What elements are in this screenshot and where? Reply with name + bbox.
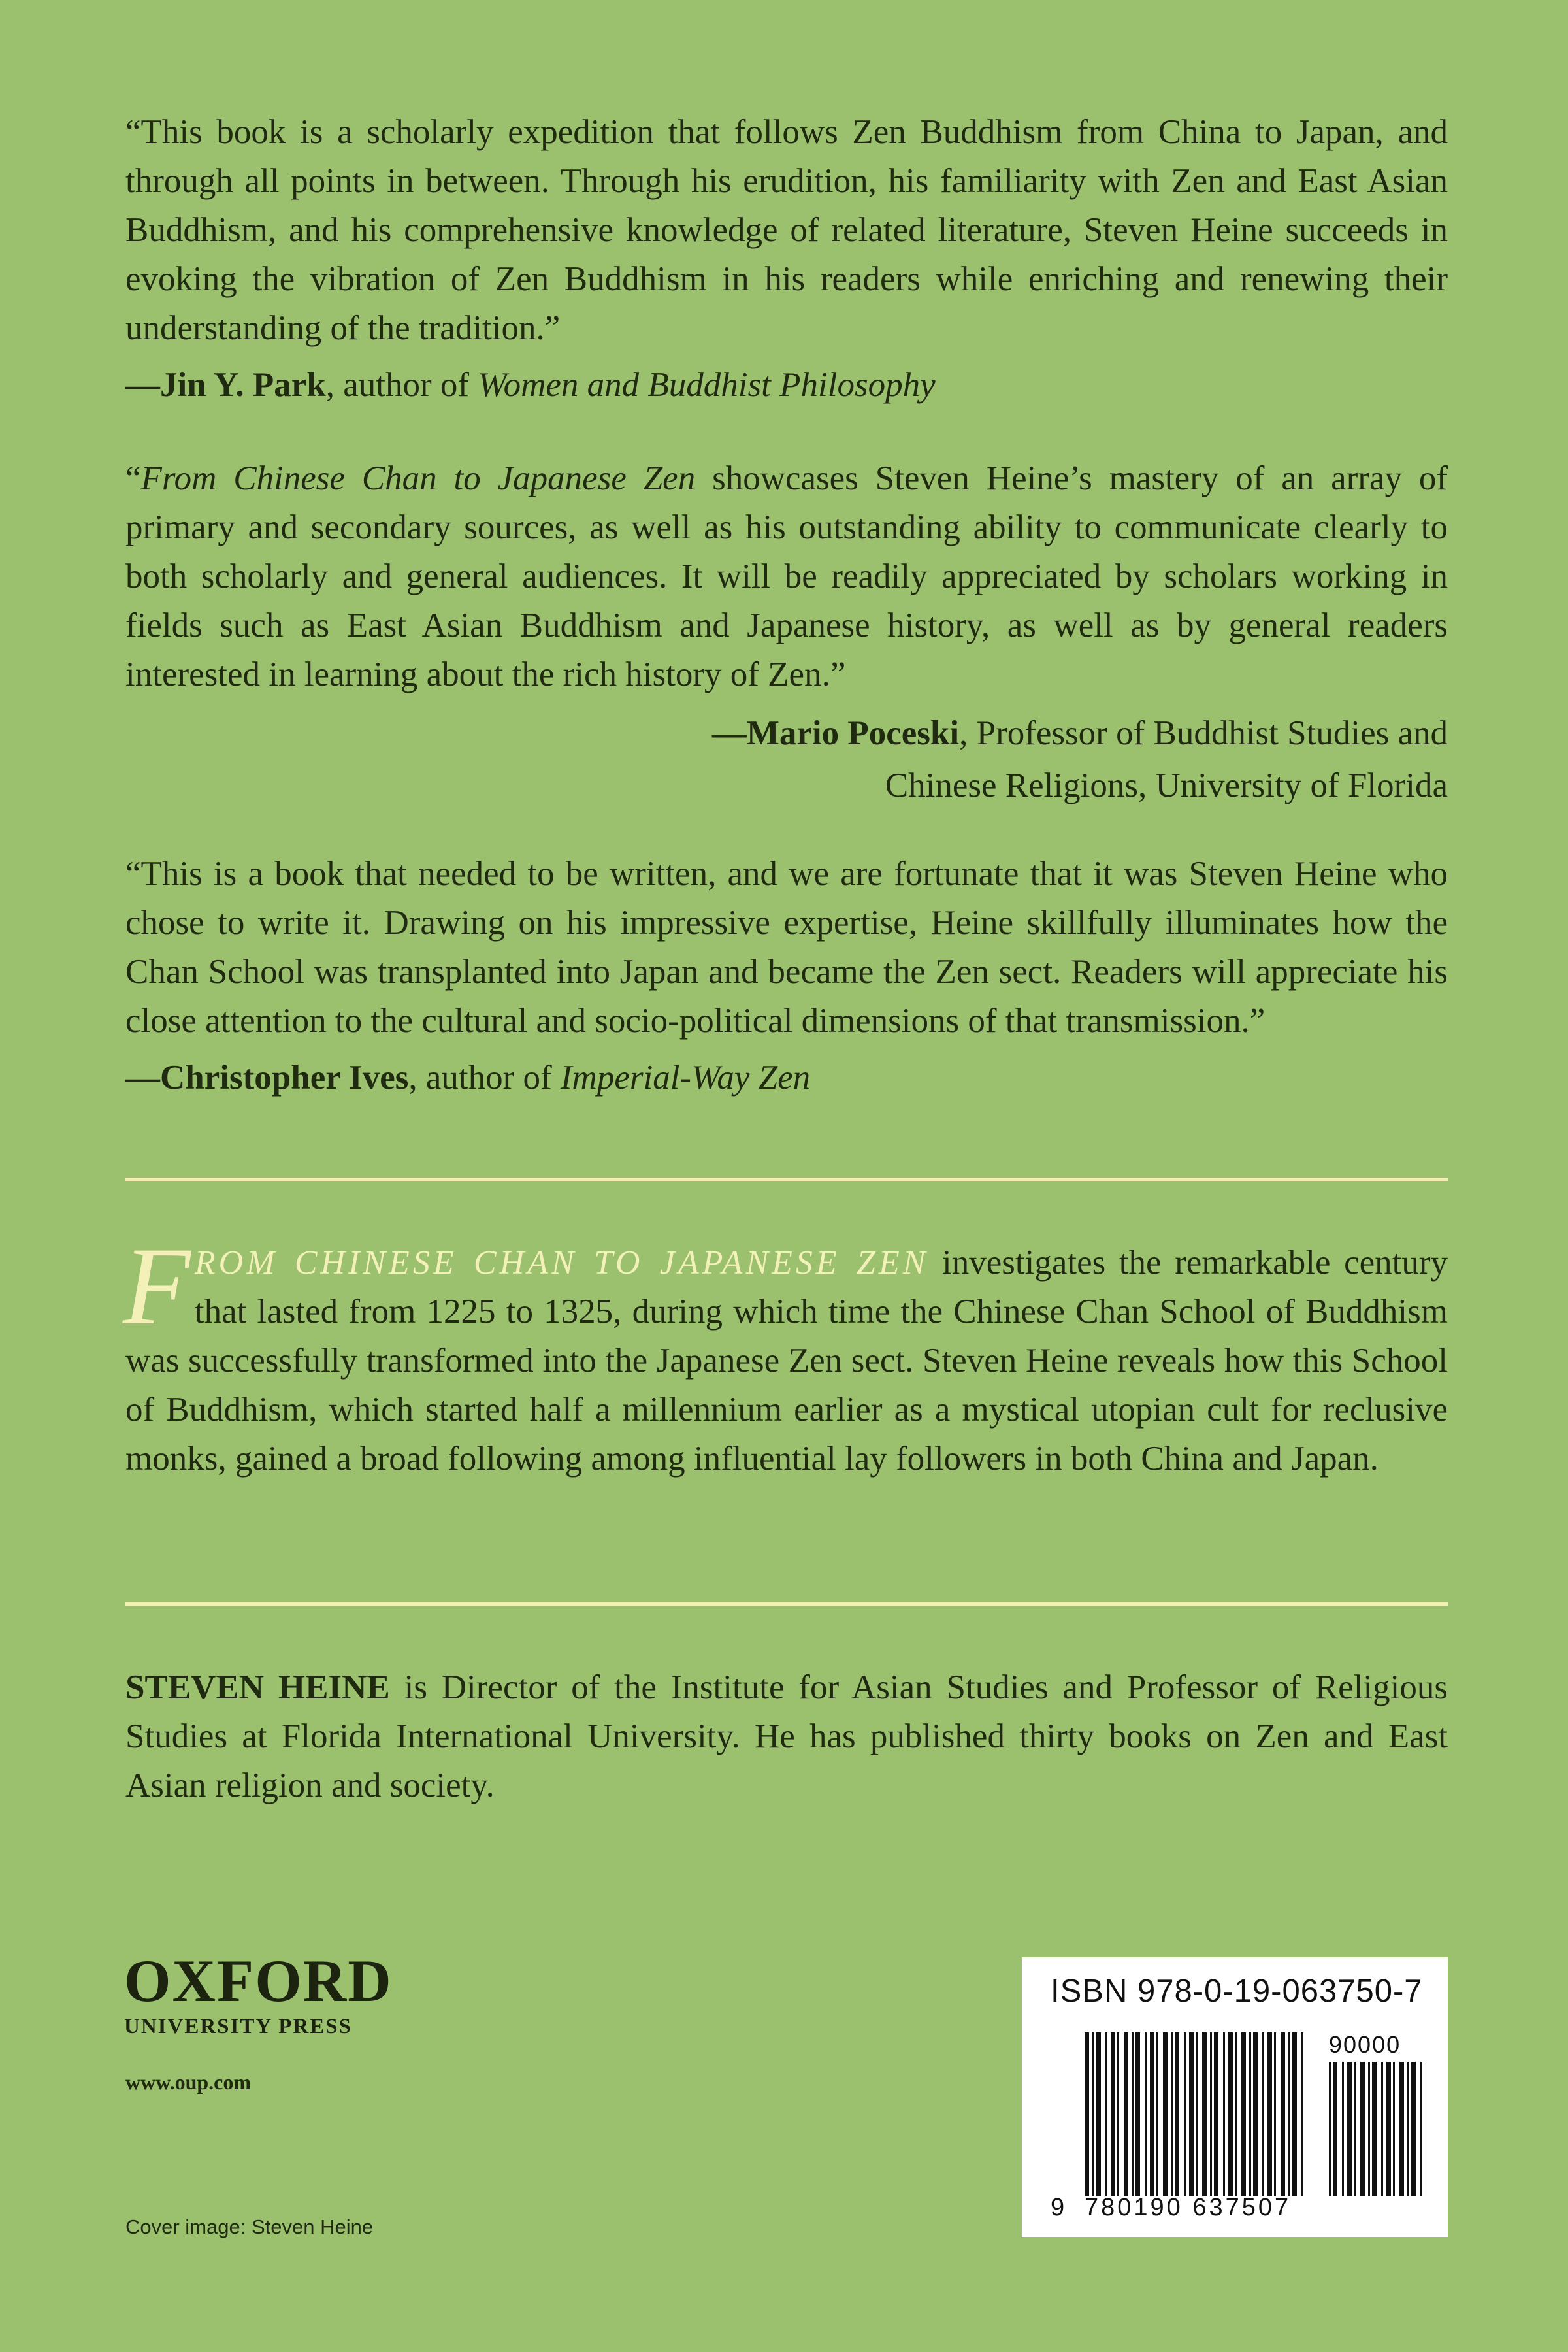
barcode-bar xyxy=(1189,2032,1194,2196)
barcode-bar xyxy=(1145,2032,1147,2196)
quote-text: “This book is a scholarly expedition that follows Zen Buddhism from China to Japan, and through all points in between. Through his erudition, his familiarity with Zen and East Asian Buddhism, and his comprehensive knowledge of related literature, Steven Heine succeeds in evoking the vibration of Zen Buddhism in his readers while enriching and renewing their understanding of the tradition.” xyxy=(125,113,1448,347)
barcode-bar xyxy=(1393,2062,1395,2196)
author-bio xyxy=(125,1663,1448,1810)
barcode-bar xyxy=(1241,2032,1246,2196)
barcode-bar xyxy=(1210,2032,1212,2196)
description-title: ROM CHINESE CHAN TO JAPANESE ZEN xyxy=(194,1244,929,1282)
barcode-bar xyxy=(1368,2062,1370,2196)
barcode-bar xyxy=(1329,2062,1331,2196)
drop-cap: F xyxy=(123,1225,191,1348)
endorser-name: —Jin Y. Park xyxy=(125,366,326,404)
endorser-affiliation: , author of xyxy=(325,366,478,404)
publisher-name: OXFORD xyxy=(124,1947,393,2014)
barcode-bar xyxy=(1156,2032,1158,2196)
publisher-website: www.oup.com xyxy=(125,2070,252,2094)
barcode-bar xyxy=(1171,2032,1173,2196)
barcode-bar xyxy=(1399,2062,1404,2196)
barcode-bar xyxy=(1292,2032,1297,2196)
endorser-affiliation-line2: Chinese Religions, University of Florida xyxy=(885,767,1448,804)
barcode-bar xyxy=(1184,2032,1186,2196)
endorser-name: —Mario Poceski xyxy=(711,714,960,752)
bio-text: is Director of the Institute for Asian Studies and Professor of Religious Studies at Florida International University. He has published thirty books on Zen and East Asian religion and society. xyxy=(125,1668,1448,1804)
publisher-subtitle: UNIVERSITY PRESS xyxy=(124,2015,352,2038)
barcode-bar xyxy=(1288,2032,1290,2196)
quote-text: “This is a book that needed to be written, and we are fortunate that it was Steven Heine who chose to write it. Drawing on his impressive expertise, Heine skillfully illuminates how the Chan School was transplanted into Japan and became the Zen sect. Readers will appreciate his close attention to the cultural and socio-political dimensions of that transmission.” xyxy=(125,855,1448,1040)
book-description xyxy=(123,1225,1448,1483)
barcode-bar xyxy=(1150,2032,1154,2196)
barcode-addon-digits: 90000 xyxy=(1329,2031,1401,2058)
barcode-digits: 780190 637507 xyxy=(1085,2194,1292,2221)
endorsement-quote-3 xyxy=(125,850,1448,1102)
author-name: STEVEN HEINE xyxy=(125,1668,390,1706)
endorser-name: —Christopher Ives xyxy=(125,1059,409,1097)
divider-rule xyxy=(125,1178,1448,1181)
barcode-bar xyxy=(1274,2032,1276,2196)
barcode-bar xyxy=(1202,2032,1207,2196)
book-title-italic: From Chinese Chan to Japanese Zen xyxy=(140,459,696,497)
barcode-bar xyxy=(1360,2062,1365,2196)
quote-attribution xyxy=(125,361,1448,410)
barcode-bar xyxy=(1092,2032,1094,2196)
quote-body: showcases Steven Heine’s mastery of an array of primary and secondary sources, as well as his outstanding ability to communicate clearly to both scholarly and general audiences. It will be readily appreciated by scholars working in fields such as East Asian Buddhism and Japanese history, as well as by general readers interested in learning about the rich history of Zen.” xyxy=(125,459,1448,693)
barcode-bar xyxy=(1223,2032,1225,2196)
quote-attribution xyxy=(125,707,1448,812)
barcode-bar xyxy=(1196,2032,1198,2196)
barcode-bar xyxy=(1253,2032,1258,2196)
isbn-barcode-box xyxy=(1022,1957,1448,2237)
barcode-bar xyxy=(1372,2062,1377,2196)
barcode-bar xyxy=(1235,2032,1237,2196)
barcode-bar xyxy=(1117,2032,1119,2196)
endorsement-quote-2 xyxy=(125,454,1448,812)
barcode-bar xyxy=(1354,2062,1356,2196)
isbn-label: ISBN 978-0-19-063750-7 xyxy=(1051,1974,1423,2009)
barcode-bar xyxy=(1381,2062,1383,2196)
barcode-bar xyxy=(1124,2032,1128,2196)
endorser-affiliation: , author of xyxy=(408,1059,561,1097)
barcode-bar xyxy=(1386,2062,1391,2196)
barcode-bar xyxy=(1135,2032,1140,2196)
barcode-bar xyxy=(1420,2062,1422,2196)
barcode-bar xyxy=(1281,2032,1285,2196)
barcode-bar xyxy=(1085,2032,1089,2196)
barcode-bar xyxy=(1347,2062,1352,2196)
barcode-first-digit: 9 xyxy=(1051,2194,1065,2221)
barcode-bar xyxy=(1175,2032,1179,2196)
barcode-bar xyxy=(1111,2032,1115,2196)
endorsement-quote-1 xyxy=(125,108,1448,410)
quote-text xyxy=(125,454,1448,699)
cover-image-credit: Cover image: Steven Heine xyxy=(125,2215,374,2238)
barcode-bar xyxy=(1267,2032,1272,2196)
quote-attribution xyxy=(125,1053,1448,1102)
barcode-bar xyxy=(1342,2062,1344,2196)
open-quote: “ xyxy=(125,459,141,497)
barcode-bar xyxy=(1163,2032,1168,2196)
barcode-bar xyxy=(1411,2062,1416,2196)
endorser-affiliation-line1: , Professor of Buddhist Studies and xyxy=(959,714,1448,752)
endorser-work: Imperial-Way Zen xyxy=(560,1059,811,1097)
barcode-bar xyxy=(1105,2032,1107,2196)
barcode-bar xyxy=(1262,2032,1264,2196)
publisher-logo xyxy=(124,1947,393,2039)
endorser-work: Women and Buddhist Philosophy xyxy=(478,366,936,404)
barcode-bar xyxy=(1096,2032,1101,2196)
barcode-bar xyxy=(1249,2032,1251,2196)
barcode-bar xyxy=(1214,2032,1218,2196)
description-text: investigates the remarkable century that lasted from 1225 to 1325, during which time the Chinese Chan School of Buddhism was successfully transformed into the Japanese Zen sect. Steven Heine reveals how this School of Buddhism, which started half a millennium earlier as a mystical utopian cult for reclusive monks, gained a broad following among influential lay followers in both China and Japan. xyxy=(125,1244,1448,1478)
barcode-bar xyxy=(1228,2032,1233,2196)
barcode-bar xyxy=(1301,2032,1303,2196)
divider-rule xyxy=(125,1602,1448,1606)
barcode-bar xyxy=(1333,2062,1337,2196)
barcode-bar xyxy=(1132,2032,1134,2196)
barcode-bar xyxy=(1407,2062,1409,2196)
